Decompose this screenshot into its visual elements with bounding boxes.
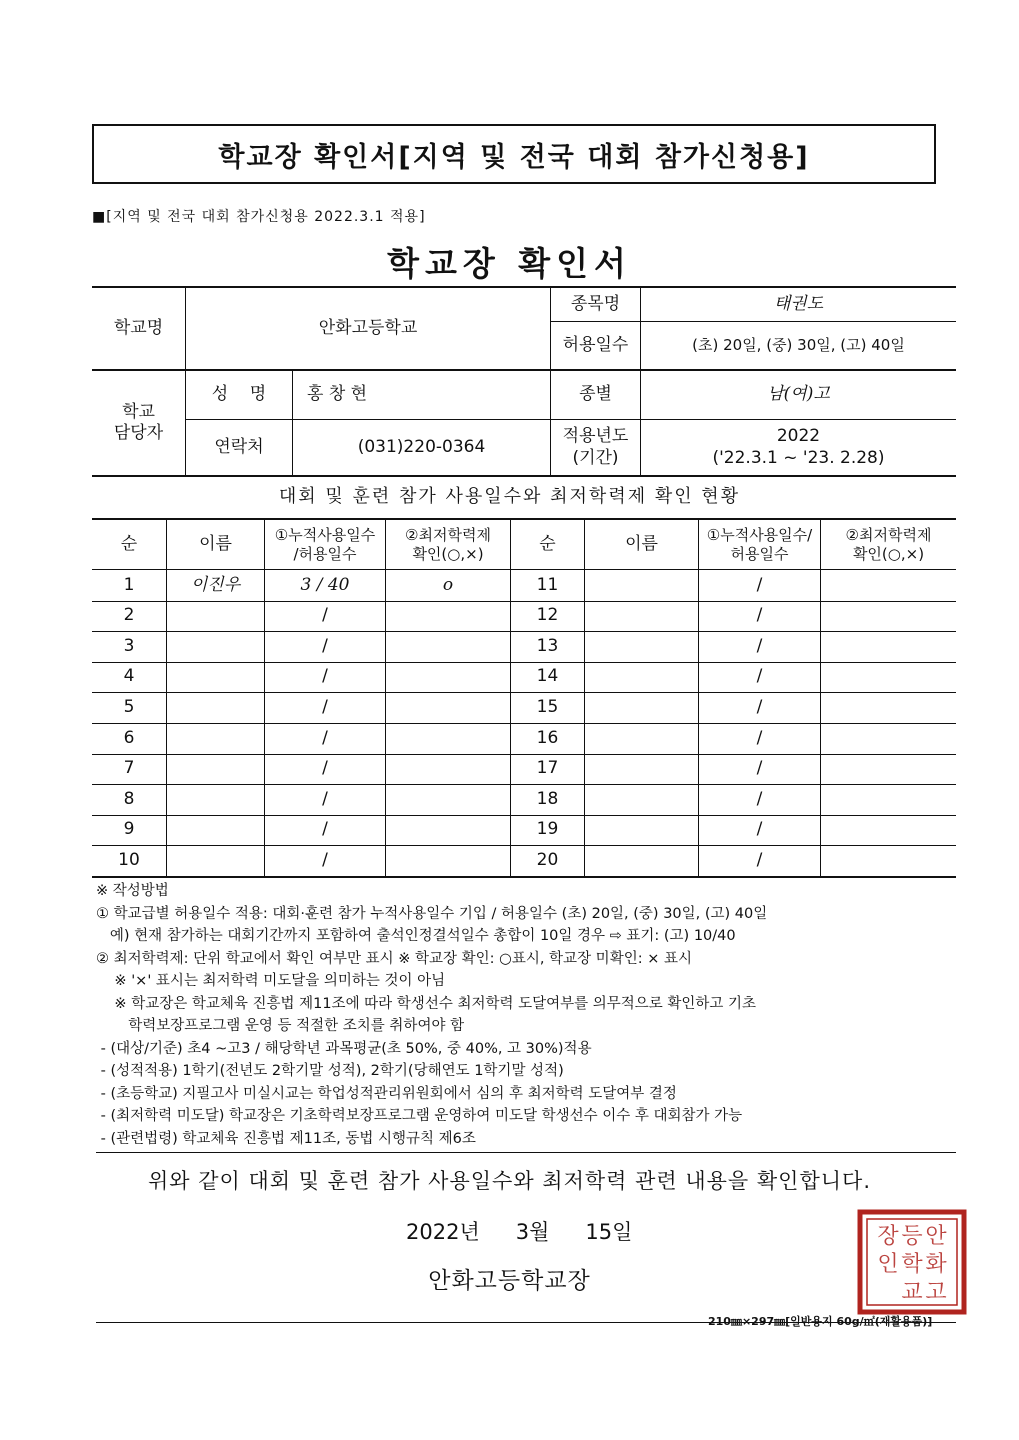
row-2-no: 2	[123, 605, 135, 626]
row-12-no: 12	[536, 605, 559, 626]
row-19-check	[821, 815, 956, 846]
note-line: ② 최저학력제: 단위 학교에서 확인 여부만 표시 ※ 학교장 확인: ○표시, 학교장 미확인: × 표시	[96, 950, 692, 967]
school-label: 학교명	[113, 317, 164, 338]
row-18-no: 18	[536, 788, 559, 809]
row-15-name	[585, 692, 698, 723]
staff-label: 학교 담당자	[113, 401, 164, 443]
row-7-days: /	[322, 758, 328, 779]
row-16-days: /	[756, 727, 763, 748]
confirmation-statement: 위와 같이 대회 및 훈련 참가 사용일수와 최저학력 관련 내용을 확인합니다.	[147, 1169, 871, 1193]
row-2-days: /	[322, 605, 328, 626]
row-18-check	[821, 784, 956, 815]
note-line: ① 학교급별 허용일수 적용: 대회·훈련 참가 누적사용일수 기입 / 허용일수 (초) 20일, (중) 30일, (고) 40일	[96, 905, 768, 922]
header-check-left: ②최저학력제 확인(○,×)	[405, 525, 491, 563]
row-16-check	[821, 723, 956, 754]
contact-label: 연락처	[214, 436, 264, 457]
row-12-name	[585, 601, 698, 632]
seal-glyph: 화	[925, 1252, 947, 1277]
date-day: 15일	[585, 1220, 633, 1244]
status-section-title: 대회 및 훈련 참가 사용일수와 최저학력제 확인 현황	[278, 486, 741, 507]
row-17-name	[585, 754, 698, 785]
row-4-days: /	[322, 666, 328, 687]
staff-name-label: 성 명	[211, 384, 267, 405]
row-20-check	[821, 845, 956, 876]
row-4-name	[167, 662, 264, 693]
note-line: ※ '×' 표시는 최저학력 미도달을 의미하는 것이 아님	[96, 973, 446, 989]
note-line: - (최저학력 미도달) 학교장은 기초학력보장프로그램 운영하여 미도달 학생선수 이수 후 대회참가 가능	[96, 1108, 743, 1124]
header-no-right: 순	[539, 533, 556, 554]
seal-glyph: 학	[901, 1252, 923, 1277]
row-13-name	[585, 631, 698, 662]
row-3-no: 3	[123, 635, 135, 656]
row-7-no: 7	[123, 758, 135, 779]
row-19-days: /	[756, 819, 763, 840]
school-value: 안화고등학교	[318, 317, 418, 338]
row-9-no: 9	[123, 819, 135, 840]
note-line: - (대상/기준) 초4 ~고3 / 해당학년 과목평균(초 50%, 중 40%, 고 30%)적용	[96, 1040, 592, 1057]
row-1-days: 3 / 40	[300, 574, 350, 595]
document-title: 학교장 확인서	[387, 244, 632, 283]
row-17-days: /	[756, 758, 763, 779]
note-line: ※ 학교장은 학교체육 진흥법 제11조에 따라 학생선수 최저학력 도달여부를 의무적으로 확인하고 기초	[96, 995, 757, 1012]
row-9-days: /	[322, 819, 328, 840]
row-16-name	[585, 723, 698, 754]
seal-glyph: 안	[925, 1224, 947, 1249]
row-5-no: 5	[123, 697, 135, 718]
type-label: 종별	[579, 384, 612, 405]
event-label: 종목명	[570, 293, 621, 314]
seal-glyph: 교	[901, 1280, 923, 1305]
row-8-check	[386, 784, 510, 815]
row-19-name	[585, 815, 698, 846]
event-value: 태권도	[773, 293, 824, 314]
row-1-check: o	[442, 574, 454, 595]
allowed-days-label: 허용일수	[562, 334, 629, 355]
row-6-check	[386, 723, 510, 754]
row-11-days: /	[756, 574, 763, 595]
row-17-no: 17	[536, 758, 559, 779]
row-14-days: /	[756, 666, 763, 687]
row-10-name	[167, 845, 264, 876]
row-13-check	[821, 631, 956, 662]
type-value: 남(여)고	[767, 384, 830, 405]
row-6-name	[167, 723, 264, 754]
row-12-days: /	[756, 605, 763, 626]
row-20-days: /	[756, 850, 763, 871]
row-7-name	[167, 754, 264, 785]
row-9-name	[167, 815, 264, 846]
header-no-left: 순	[120, 533, 138, 554]
contact-value: (031)220-0364	[357, 436, 486, 457]
header-name-left: 이름	[199, 533, 232, 554]
row-11-name	[585, 570, 698, 601]
row-20-name	[585, 845, 698, 876]
row-12-check	[821, 601, 956, 632]
row-10-days: /	[322, 850, 328, 871]
row-15-days: /	[756, 697, 763, 718]
row-18-name	[585, 784, 698, 815]
seal-glyph: 고	[925, 1280, 947, 1305]
row-5-name	[167, 692, 264, 723]
seal-glyph: 인	[877, 1252, 899, 1277]
header-name-right: 이름	[625, 533, 658, 554]
apply-year-value: 2022 ('22.3.1 ~ '23. 2.28)	[712, 426, 885, 468]
row-4-check	[386, 662, 510, 693]
row-15-check	[821, 692, 956, 723]
note-line: - (관련법령) 학교체육 진흥법 제11조, 동법 시행규칙 제6조	[96, 1130, 476, 1147]
staff-name-value: 홍 창 현	[307, 384, 368, 405]
row-14-check	[821, 662, 956, 693]
seal-glyph: 등	[901, 1224, 923, 1249]
row-2-name	[167, 601, 264, 632]
header-days-left: ①누적사용일수 /허용일수	[274, 525, 376, 563]
row-18-days: /	[756, 788, 763, 809]
row-8-days: /	[322, 788, 328, 809]
row-1-name: 이진우	[190, 574, 241, 595]
note-line: 학력보장프로그램 운영 등 적절한 조치를 취하여야 함	[96, 1018, 465, 1034]
row-3-name	[167, 631, 264, 662]
apply-year-label: 적용년도 (기간)	[562, 426, 629, 468]
row-7-check	[386, 754, 510, 785]
row-10-no: 10	[118, 850, 140, 871]
date-year: 2022년	[406, 1220, 480, 1244]
allowed-days-value: (초) 20일, (중) 30일, (고) 40일	[692, 336, 905, 355]
row-1-no: 1	[123, 574, 135, 595]
principal-name: 안화고등학교장	[428, 1268, 591, 1294]
document-header-title: 학교장 확인서[지역 및 전국 대회 참가신청용]	[92, 124, 936, 184]
row-8-name	[167, 784, 264, 815]
note-line: - (성적적용) 1학기(전년도 2학기말 성적), 2학기(당해연도 1학기말 성적)	[96, 1063, 564, 1079]
row-3-days: /	[322, 635, 328, 656]
row-13-days: /	[756, 635, 763, 656]
note-line: 예) 현재 참가하는 대회기간까지 포함하여 출석인정결석일수 총합이 10일 경우 ⇨ 표기: (고) 10/40	[96, 928, 736, 944]
header-check-right: ②최저학력제 확인(○,×)	[845, 525, 932, 563]
note-line: - (초등학교) 지필고사 미실시교는 학업성적관리위원회에서 심의 후 최저학력 도달여부 결정	[96, 1085, 677, 1102]
row-3-check	[386, 631, 510, 662]
row-11-no: 11	[536, 574, 559, 595]
school-seal-icon	[856, 1208, 968, 1316]
row-11-check	[821, 570, 956, 601]
row-10-check	[386, 845, 510, 876]
date-month: 3월	[515, 1220, 550, 1244]
row-6-days: /	[322, 727, 328, 748]
row-9-check	[386, 815, 510, 846]
row-20-no: 20	[536, 850, 559, 871]
seal-glyph: 장	[877, 1224, 899, 1249]
row-4-no: 4	[123, 666, 135, 687]
application-notice: ■[지역 및 전국 대회 참가신청용 2022.3.1 적용]	[92, 209, 426, 225]
row-2-check	[386, 601, 510, 632]
header-days-right: ①누적사용일수/ 허용일수	[706, 525, 813, 563]
issue-date	[406, 1216, 668, 1246]
row-5-days: /	[322, 697, 328, 718]
row-8-no: 8	[123, 788, 135, 809]
row-16-no: 16	[536, 727, 559, 748]
row-13-no: 13	[536, 635, 559, 656]
note-line: ※ 작성방법	[96, 883, 169, 899]
row-15-no: 15	[536, 697, 559, 718]
row-14-name	[585, 662, 698, 693]
row-19-no: 19	[536, 819, 559, 840]
row-14-no: 14	[536, 666, 559, 687]
row-5-check	[386, 692, 510, 723]
row-17-check	[821, 754, 956, 785]
writing-instructions	[96, 880, 976, 1150]
paper-spec: 210㎜×297㎜[일반용지 60g/㎡(재활용품)]	[708, 1315, 933, 1328]
row-6-no: 6	[123, 727, 135, 748]
